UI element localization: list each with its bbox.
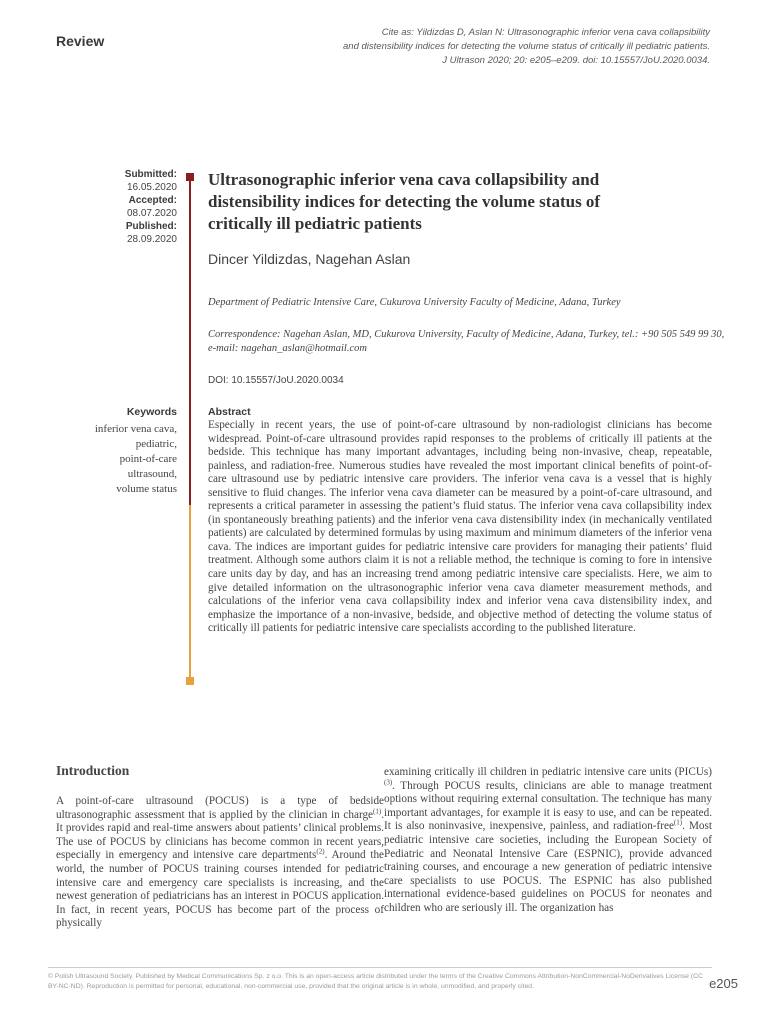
intro-column-left (56, 795, 384, 931)
keyword-item: pediatric, (135, 438, 177, 450)
keyword-item: ultrasound, (127, 468, 177, 480)
accent-marker-bottom (186, 677, 194, 685)
published-label: Published: (125, 221, 177, 232)
intro-text: . Around the world, the number of POCUS training courses intended for pediatric intensive care and emergency care specialists is increasing, and the newest generation of pediatricians has an interest in POCUS application. In fact, in recent years, POCUS has become part of the process of physically (56, 849, 385, 930)
intro-column-right (384, 766, 712, 916)
citation-block (280, 26, 710, 68)
license-footer: © Polish Ultrasound Society. Published by Medical Communications Sp. z o.o. This is an open-access article distributed under the terms of the Creative Commons Attribution-NonCommercial-NoDerivatives License (CC BY-NC-ND). Reproduction is permitted for personal, educational, non-commercial use, provided that the original article is in whole, unmodified, and properly cited. (48, 973, 703, 990)
reference-marker[interactable]: (1) (373, 806, 382, 815)
abstract-text: Especially in recent years, the use of point-of-care ultrasound by non-radiologist clinicians has become widespread. Point-of-care ultrasound provides rapid responses to the problems of critically ill patients at the bedside. This technique has many important advantages, including being non-invasive, cheap, repeatable, painless, and radiation-free. Numerous studies have revealed the most important clinical benefits of point-of-care ultrasound use by pediatric intensive care providers. The inferior vena cava is a vessel that is highly sensitive to fluid changes. The inferior vena cava diameter can be measured by a point-of-care ultrasound, and represents a critical parameter in assessing the patient’s fluid status. The inferior vena cava collapsibility index (in spontaneously breathing patients) and the inferior vena cava distensibility index (in mechanically ventilated patients) are calculated by determined formulas by using maximum and minimum diameters of the inferior vena cava. The indices are important guides for pediatric intensive care providers for managing their patients’ fluid treatment. Although some authors claim it is not a reliable method, the technique is coming to fore in intensive care units day by day, and has an increasing trend among pediatric intensive care specialists. Here, we aim to give detailed information on the ultrasonographic inferior vena cava diameter measurement methods, and calculations of the inferior vena cava collapsibility index and inferior vena cava distensibility index, and emphasize the importance of a non-invasive, bedside, and objective method of detecting the volume status of critically ill patients for pediatric intensive care specialists according to the published literature. (208, 419, 712, 635)
keywords-heading: Keywords (126, 406, 177, 418)
reference-marker[interactable]: (3) (384, 777, 393, 786)
keywords-list (60, 422, 177, 497)
citation-line: J Ultrason 2020; 20: e205–e209. doi: 10.15557/JoU.2020.0034. (442, 55, 710, 66)
submitted-label: Submitted: (124, 169, 177, 180)
accepted-label: Accepted: (128, 195, 177, 206)
citation-line: and distensibility indices for detecting the volume status of critically ill pediatric patients. (343, 41, 710, 52)
published-date: 28.09.2020 (126, 234, 177, 245)
reference-marker[interactable]: (1) (673, 818, 683, 827)
footer-divider (48, 967, 712, 968)
submitted-date: 16.05.2020 (126, 182, 177, 193)
correspondence: Correspondence: Nagehan Aslan, MD, Cukurova University, Faculty of Medicine, Adana, Turkey, tel.: +90 505 549 99 30, e-mail: nagehan_aslan@hotmail.com (208, 329, 725, 354)
accepted-date: 08.07.2020 (126, 208, 177, 219)
article-title: Ultrasonographic inferior vena cava collapsibility and distensibility indices for detecting the volume status of critically ill pediatric patients (208, 170, 601, 233)
article-authors: Dincer Yildizdas, Nagehan Aslan (208, 251, 411, 267)
doi-link[interactable]: DOI: 10.15557/JoU.2020.0034 (208, 375, 344, 386)
keyword-item: inferior vena cava, (94, 423, 177, 435)
accent-marker-top (186, 173, 194, 181)
section-label: Review (56, 33, 105, 49)
keyword-item: point-of-care (119, 453, 177, 465)
intro-text: . Through POCUS results, clinicians are able to manage treatment options without requiring external consultation. The technique has many important advantages, for example it is easy to use, and can be repeated. It is also noninvasive, inexpensive, painless, and radiation-free (384, 779, 712, 833)
introduction-heading: Introduction (56, 763, 130, 778)
intro-text: . Most pediatric intensive care societies, including the European Society of Pediatric and Neonatal Intensive Care (ESPNIC), provide advanced training courses, and encourage a new generation of pediatric intensive care specialists to use POCUS. The ESPNIC has also published international evidence-based guidelines on POCUS for neonates and children who are seriously ill. The organization has (384, 820, 712, 914)
intro-text: examining critically ill children in pediatric intensive care units (PICUs) (384, 766, 712, 778)
abstract-heading: Abstract (208, 406, 251, 418)
reference-marker[interactable]: (2) (316, 847, 325, 856)
intro-text: . It provides rapid and real-time answers about patients’ clinical problems. The use of POCUS by clinicians has become common in recent years, especially in emergency and intensive care departments (56, 808, 384, 862)
intro-text: A point-of-care ultrasound (POCUS) is a type of bedside ultrasonographic assessment that is applied by the clinician in charge (56, 795, 384, 821)
citation-line: Cite as: Yildizdas D, Aslan N: Ultrasonographic inferior vena cava collapsibility (381, 27, 710, 38)
article-dates (60, 168, 177, 246)
accent-rule-orange (189, 505, 191, 683)
accent-rule-red (189, 173, 191, 505)
affiliation: Department of Pediatric Intensive Care, Cukurova University Faculty of Medicine, Adana, Turkey (208, 297, 621, 308)
keyword-item: volume status (116, 483, 177, 495)
page-number: e205 (709, 976, 738, 991)
